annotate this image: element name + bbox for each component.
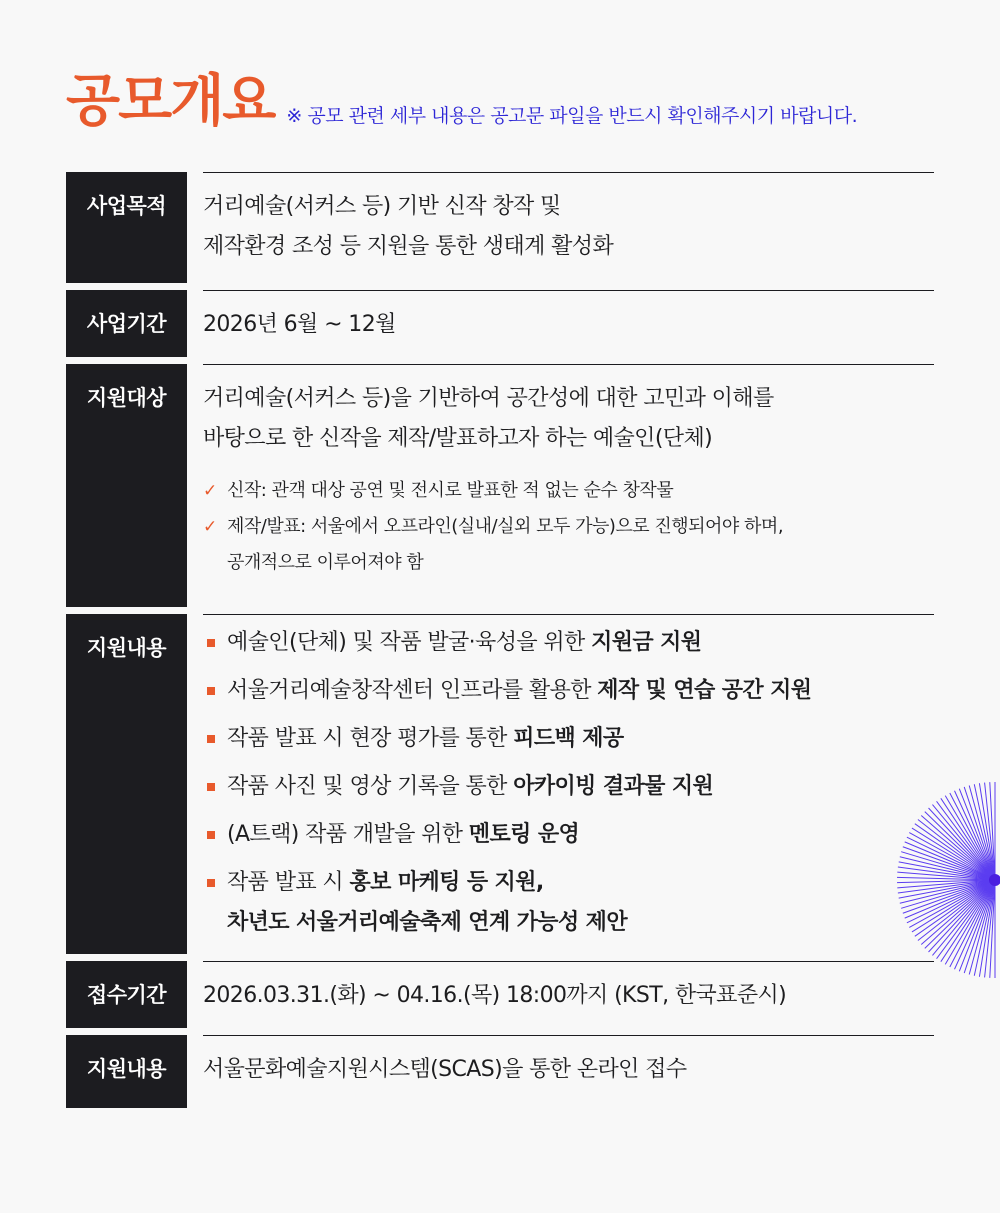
list-item-continuation: 공개적으로 이루어져야 함	[227, 552, 424, 573]
row-content	[203, 290, 934, 357]
row-content	[203, 614, 934, 954]
purpose-line: 거리예술(서커스 등) 기반 신작 창작 및	[203, 194, 561, 219]
row-label: 접수기간	[66, 961, 187, 1028]
row-label: 지원내용	[66, 1035, 187, 1108]
period-text: 2026년 6월 ~ 12월	[203, 312, 396, 337]
square-bullet-icon	[207, 639, 215, 647]
row-content	[203, 172, 934, 283]
item-text: 예술인(단체) 및 작품 발굴·육성을 위한 지원금 지원	[227, 630, 702, 655]
square-bullet-icon	[207, 735, 215, 743]
row-label: 사업기간	[66, 290, 187, 357]
square-bullet-icon	[207, 879, 215, 887]
starburst-decoration	[895, 780, 1000, 980]
list-item	[203, 815, 934, 855]
header	[66, 70, 857, 134]
item-text: 작품 발표 시 현장 평가를 통한 피드백 제공	[227, 726, 624, 751]
row-receipt	[66, 961, 934, 1028]
square-bullet-icon	[207, 831, 215, 839]
row-period	[66, 290, 934, 357]
row-support	[66, 614, 934, 954]
square-bullet-icon	[207, 687, 215, 695]
list-item	[203, 671, 934, 711]
check-icon: ✓	[203, 481, 217, 501]
row-label: 지원내용	[66, 614, 187, 954]
item-text: 작품 사진 및 영상 기록을 통한 아카이빙 결과물 지원	[227, 774, 714, 799]
page-title: 공모개요	[66, 69, 275, 134]
target-line: 바탕으로 한 신작을 제작/발표하고자 하는 예술인(단체)	[203, 426, 713, 451]
list-item	[203, 767, 934, 807]
method-text: 서울문화예술지원시스템(SCAS)을 통한 온라인 접수	[203, 1057, 687, 1082]
receipt-text: 2026.03.31.(화) ~ 04.16.(목) 18:00까지 (KST, 한국표준시)	[203, 983, 787, 1008]
target-subitems	[203, 473, 934, 581]
list-item	[203, 473, 934, 509]
notice-text: ※ 공모 관련 세부 내용은 공고문 파일을 반드시 확인해주시기 바랍니다.	[286, 105, 858, 127]
list-item	[203, 719, 934, 759]
purpose-line: 제작환경 조성 등 지원을 통한 생태계 활성화	[203, 234, 614, 259]
row-content	[203, 961, 934, 1028]
overview-table	[66, 172, 934, 1108]
row-method	[66, 1035, 934, 1108]
target-line: 거리예술(서커스 등)을 기반하여 공간성에 대한 고민과 이해를	[203, 386, 774, 411]
row-content	[203, 1035, 934, 1108]
row-target	[66, 364, 934, 607]
row-content	[203, 364, 934, 607]
list-item	[203, 863, 934, 943]
row-label: 지원대상	[66, 364, 187, 607]
row-label: 사업목적	[66, 172, 187, 283]
row-purpose	[66, 172, 934, 283]
check-icon: ✓	[203, 517, 217, 537]
subitem-text: 신작: 관객 대상 공연 및 전시로 발표한 적 없는 순수 창작물	[227, 480, 674, 501]
list-item	[203, 623, 934, 663]
item-text: 서울거리예술창작센터 인프라를 활용한 제작 및 연습 공간 지원	[227, 678, 812, 703]
square-bullet-icon	[207, 783, 215, 791]
item-text: (A트랙) 작품 개발을 위한 멘토링 운영	[227, 822, 580, 847]
subitem-text: 제작/발표: 서울에서 오프라인(실내/실외 모두 가능)으로 진행되어야 하며,	[227, 516, 784, 537]
list-item	[203, 509, 934, 545]
item-text: 작품 발표 시 홍보 마케팅 등 지원, 차년도 서울거리예술축제 연계 가능성 제안	[227, 870, 627, 935]
